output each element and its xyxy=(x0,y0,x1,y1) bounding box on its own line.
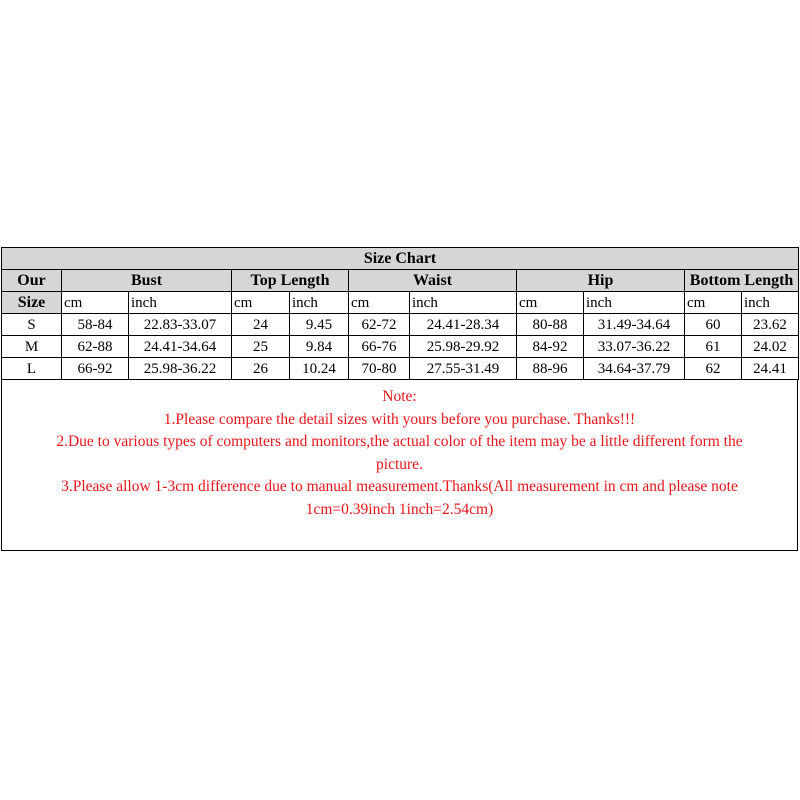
note-line-2: 2.Due to various types of computers and monitors,the actual color of the item may be a little different form the xyxy=(56,433,743,450)
table-cell: 27.55-31.49 xyxy=(410,358,517,380)
table-cell: 66-76 xyxy=(349,336,410,358)
table-cell: 31.49-34.64 xyxy=(584,314,685,336)
note-line-1: 1.Please compare the detail sizes with yours before you purchase. Thanks!!! xyxy=(163,410,636,428)
notes-box xyxy=(1,380,798,551)
our-size-label-bottom: Size xyxy=(2,292,62,314)
note-line-3: 3.Please allow 1-3cm difference due to manual measurement.Thanks(All measurement in cm and please note xyxy=(61,478,738,495)
table-title: Size Chart xyxy=(2,248,799,270)
unit-header: inch xyxy=(290,292,349,314)
table-cell: 24.41-28.34 xyxy=(410,314,517,336)
table-cell: 25 xyxy=(232,336,290,358)
table-cell: 25.98-36.22 xyxy=(129,358,232,380)
group-header-hip: Hip xyxy=(517,270,685,292)
unit-header: cm xyxy=(232,292,290,314)
unit-header: cm xyxy=(349,292,410,314)
table-cell: 62-72 xyxy=(349,314,410,336)
unit-header-row xyxy=(2,292,799,314)
group-header-row xyxy=(2,270,799,292)
unit-header: inch xyxy=(584,292,685,314)
table-cell: 61 xyxy=(685,336,742,358)
size-cell: S xyxy=(2,314,62,336)
table-cell: 26 xyxy=(232,358,290,380)
table-row xyxy=(2,336,799,358)
table-cell: 84-92 xyxy=(517,336,584,358)
size-chart-table xyxy=(1,247,799,380)
size-cell: M xyxy=(2,336,62,358)
table-cell: 24.02 xyxy=(742,336,799,358)
unit-header: cm xyxy=(517,292,584,314)
size-chart-sheet xyxy=(1,247,798,551)
table-cell: 9.84 xyxy=(290,336,349,358)
table-cell: 10.24 xyxy=(290,358,349,380)
unit-header: inch xyxy=(742,292,799,314)
notes-heading: Note: xyxy=(382,388,417,405)
table-cell: 22.83-33.07 xyxy=(129,314,232,336)
unit-header: cm xyxy=(62,292,129,314)
unit-header: cm xyxy=(685,292,742,314)
table-cell: 62 xyxy=(685,358,742,380)
table-cell: 60 xyxy=(685,314,742,336)
unit-header: inch xyxy=(410,292,517,314)
table-cell: 23.62 xyxy=(742,314,799,336)
table-row xyxy=(2,358,799,380)
table-cell: 33.07-36.22 xyxy=(584,336,685,358)
table-cell: 70-80 xyxy=(349,358,410,380)
note-line-3-continued: 1cm=0.39inch 1inch=2.54cm) xyxy=(305,500,494,518)
table-cell: 88-96 xyxy=(517,358,584,380)
table-cell: 24 xyxy=(232,314,290,336)
title-row xyxy=(2,248,799,270)
group-header-bottom-length: Bottom Length xyxy=(685,270,799,292)
size-cell: L xyxy=(2,358,62,380)
table-cell: 24.41 xyxy=(742,358,799,380)
our-size-label-top: Our xyxy=(2,270,62,292)
group-header-bust: Bust xyxy=(62,270,232,292)
table-row xyxy=(2,314,799,336)
table-cell: 66-92 xyxy=(62,358,129,380)
table-cell: 34.64-37.79 xyxy=(584,358,685,380)
group-header-top-length: Top Length xyxy=(232,270,349,292)
table-cell: 25.98-29.92 xyxy=(410,336,517,358)
table-cell: 80-88 xyxy=(517,314,584,336)
table-cell: 62-88 xyxy=(62,336,129,358)
table-cell: 24.41-34.64 xyxy=(129,336,232,358)
note-line-2-continued: picture. xyxy=(376,455,423,473)
unit-header: inch xyxy=(129,292,232,314)
table-cell: 58-84 xyxy=(62,314,129,336)
group-header-waist: Waist xyxy=(349,270,517,292)
table-cell: 9.45 xyxy=(290,314,349,336)
